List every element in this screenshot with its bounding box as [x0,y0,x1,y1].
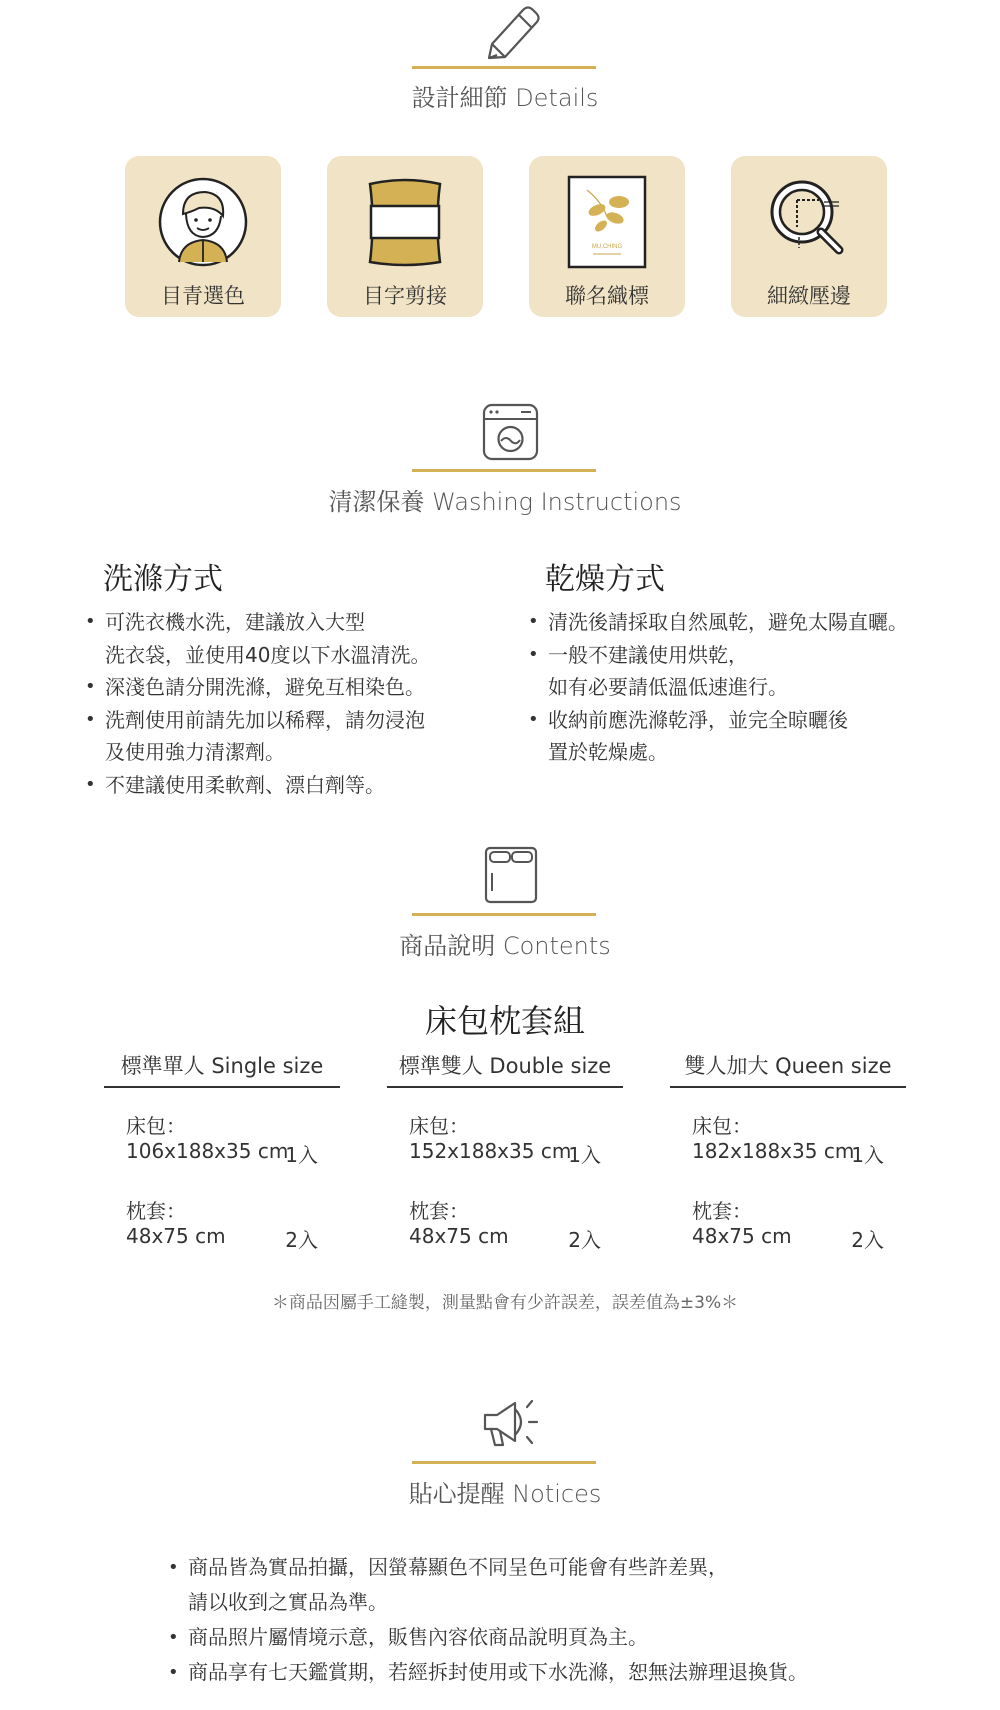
detail-card-label: 細緻壓邊 [767,284,851,308]
pillow-icon [355,172,455,272]
label-brand-text: MU,CHING [591,244,623,250]
detail-card-label: 聯名織標 [565,284,649,308]
details-title: 設計細節 Details [411,84,599,112]
sheet-qty: 1入 [285,1143,318,1167]
size-rule [387,1086,623,1088]
pillow-qty: 2入 [285,1228,318,1252]
size-rule [104,1086,340,1088]
detail-card-splice [327,156,483,317]
sheet-size: 106x188x35 cm [126,1139,289,1163]
notices-title: 貼心提醒 Notices [408,1480,602,1508]
megaphone-icon [475,1389,545,1459]
notices-list [168,1550,808,1690]
pillow-size: 48x75 cm [692,1224,792,1248]
sheet-qty: 1入 [568,1143,601,1167]
size-column-double [387,1048,623,1252]
sheet-qty: 1入 [851,1143,884,1167]
size-column-queen [670,1048,906,1252]
size-column-single [104,1048,340,1252]
sheet-spec [692,1110,902,1168]
sheet-spec [409,1110,619,1168]
size-name: 標準單人 Single size [120,1054,324,1078]
bed-icon [475,841,545,911]
list-item: • 收納前應洗滌乾淨，並完全晾曬後 置於乾燥處。 [528,704,908,769]
tolerance-note: ＊商品因屬手工縫製，測量點會有少許誤差，誤差值為±3%＊ [271,1293,739,1313]
list-item: • 不建議使用柔軟劑、漂白劑等。 [85,769,430,802]
sheet-label: 床包： [126,1114,186,1138]
sheet-size: 182x188x35 cm [692,1139,855,1163]
pillow-spec [692,1195,902,1253]
sheet-label: 床包： [692,1114,752,1138]
size-rule [670,1086,906,1088]
pillow-size: 48x75 cm [409,1224,509,1248]
contents-title: 商品說明 Contents [399,932,611,960]
pillow-label: 枕套： [409,1199,469,1223]
list-item: • 清洗後請採取自然風乾，避免太陽直曬。 [528,606,908,639]
list-item: • 深淺色請分開洗滌，避免互相染色。 [85,671,430,704]
list-item: • 商品照片屬情境示意，販售內容依商品說明頁為主。 [168,1620,808,1655]
washing-divider [412,469,596,472]
pillow-qty: 2入 [851,1228,884,1252]
pillow-size: 48x75 cm [126,1224,226,1248]
washing-machine-icon [475,399,545,469]
detail-card-label: 目青選色 [161,284,245,308]
notices-divider [412,1461,596,1464]
sheet-spec [126,1110,336,1168]
sheet-label: 床包： [409,1114,469,1138]
detail-card-color [125,156,281,317]
pencil-icon [475,0,545,70]
list-item: • 一般不建議使用烘乾， 如有必要請低溫低速進行。 [528,639,908,704]
pillow-label: 枕套： [126,1199,186,1223]
detail-card-label: 目字剪接 [363,284,447,308]
pillow-qty: 2入 [568,1228,601,1252]
person-icon [153,172,253,272]
contents-divider [412,913,596,916]
product-title: 床包枕套組 [424,1002,585,1040]
sheet-size: 152x188x35 cm [409,1139,572,1163]
list-item: • 洗劑使用前請先加以稀釋，請勿浸泡 及使用強力清潔劑。 [85,704,430,769]
list-item: • 商品享有七天鑑賞期，若經拆封使用或下水洗滌，恕無法辦理退換貨。 [168,1655,808,1690]
wash-heading: 洗滌方式 [103,562,223,597]
dry-list [528,606,908,769]
size-name: 雙人加大 Queen size [684,1054,892,1078]
details-divider [412,66,596,69]
list-item: • 可洗衣機水洗，建議放入大型 洗衣袋，並使用40度以下水溫清洗。 [85,606,430,671]
detail-card-label-tag [529,156,685,317]
pillow-label: 枕套： [692,1199,752,1223]
list-item: • 商品皆為實品拍攝，因螢幕顯色不同呈色可能會有些許差異， 請以收到之實品為準。 [168,1550,808,1620]
dry-heading: 乾燥方式 [545,562,665,597]
washing-title: 清潔保養 Washing Instructions [328,488,682,516]
pillow-spec [126,1195,336,1253]
wash-list [85,606,430,801]
detail-card-edge [731,156,887,317]
label-icon [557,172,657,272]
pillow-spec [409,1195,619,1253]
magnifier-icon [759,172,859,272]
size-name: 標準雙人 Double size [398,1054,612,1078]
